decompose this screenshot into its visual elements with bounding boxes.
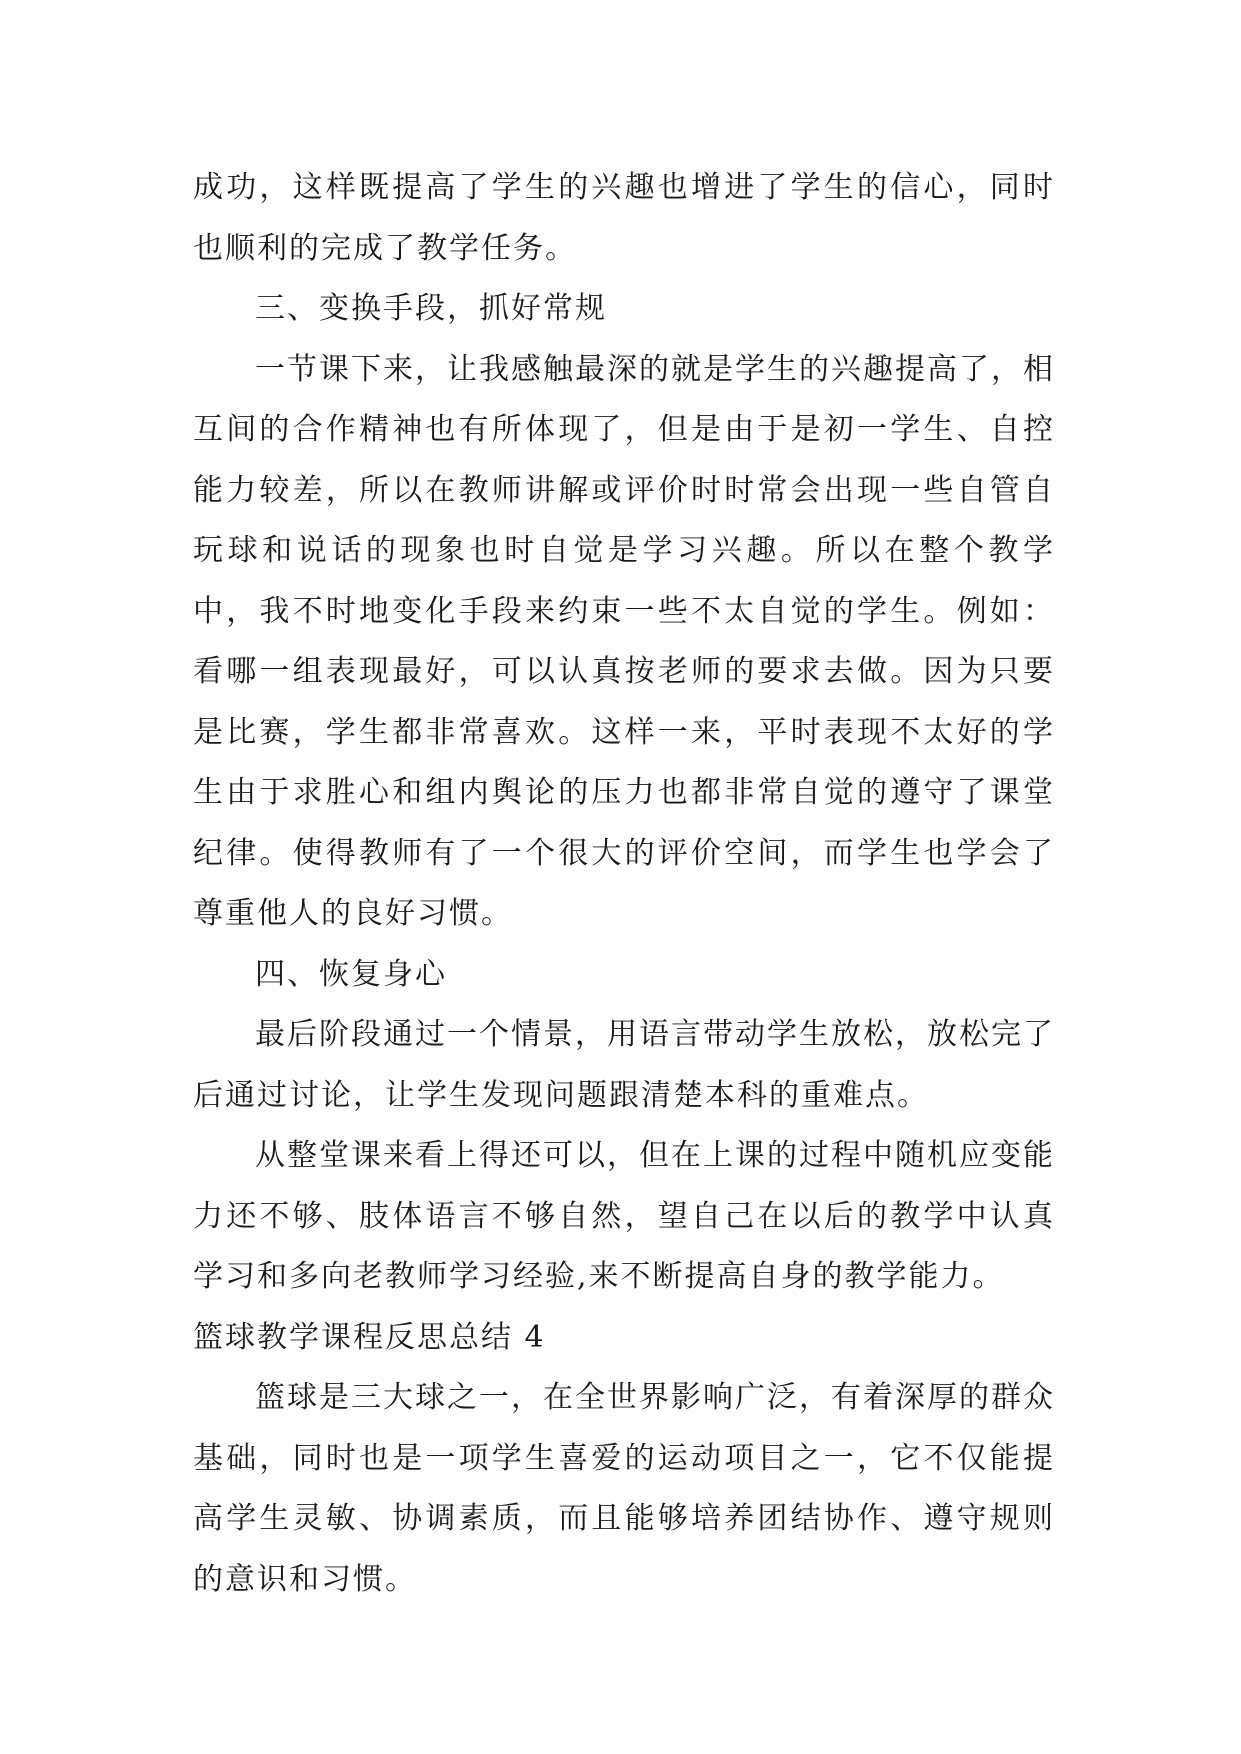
paragraph-body: 从整堂课来看上得还可以，但在上课的过程中随机应变能力还不够、肢体语言不够自然，望自己在以后的教学中认真学习和多向老教师学习经验,来不断提高自身的教学能力。 [193, 1138, 1055, 1294]
section-heading-3: 三、变换手段，抓好常规 [255, 291, 607, 326]
paragraph-body: 最后阶段通过一个情景，用语言带动学生放松，放松完了后通过讨论，让学生发现问题跟清楚本科的重难点。 [193, 1017, 1055, 1113]
paragraph-body: 一节课下来，让我感触最深的就是学生的兴趣提高了，相互间的合作精神也有所体现了，但是由于是初一学生、自控能力较差，所以在教师讲解或评价时时常会出现一些自管自玩球和说话的现象也时自觉是学习兴趣。所以在整个教学中，我不时地变化手段来约束一些不太自觉的学生。例如：看哪一组表现最好，可以认真按老师的要求去做。因为只要是比赛，学生都非常喜欢。这样一来，平时表现不太好的学生由于求胜心和组内舆论的压力也都非常自觉的遵守了课堂纪律。使得教师有了一个很大的评价空间，而学生也学会了尊重他人的良好习惯。 [193, 351, 1055, 931]
section-heading-4: 四、恢复身心 [255, 956, 447, 992]
document-subtitle: 篮球教学课程反思总结 4 [193, 1319, 546, 1355]
paragraph-body: 篮球是三大球之一，在全世界影响广泛，有着深厚的群众基础，同时也是一项学生喜爱的运动项目之一，它不仅能提高学生灵敏、协调素质，而且能够培养团结协作、遵守规则的意识和习惯。 [193, 1380, 1055, 1597]
paragraph-continuation: 成功，这样既提高了学生的兴趣也增进了学生的信心，同时也顺利的完成了教学任务。 [193, 170, 1055, 266]
document-body [193, 158, 1055, 1610]
